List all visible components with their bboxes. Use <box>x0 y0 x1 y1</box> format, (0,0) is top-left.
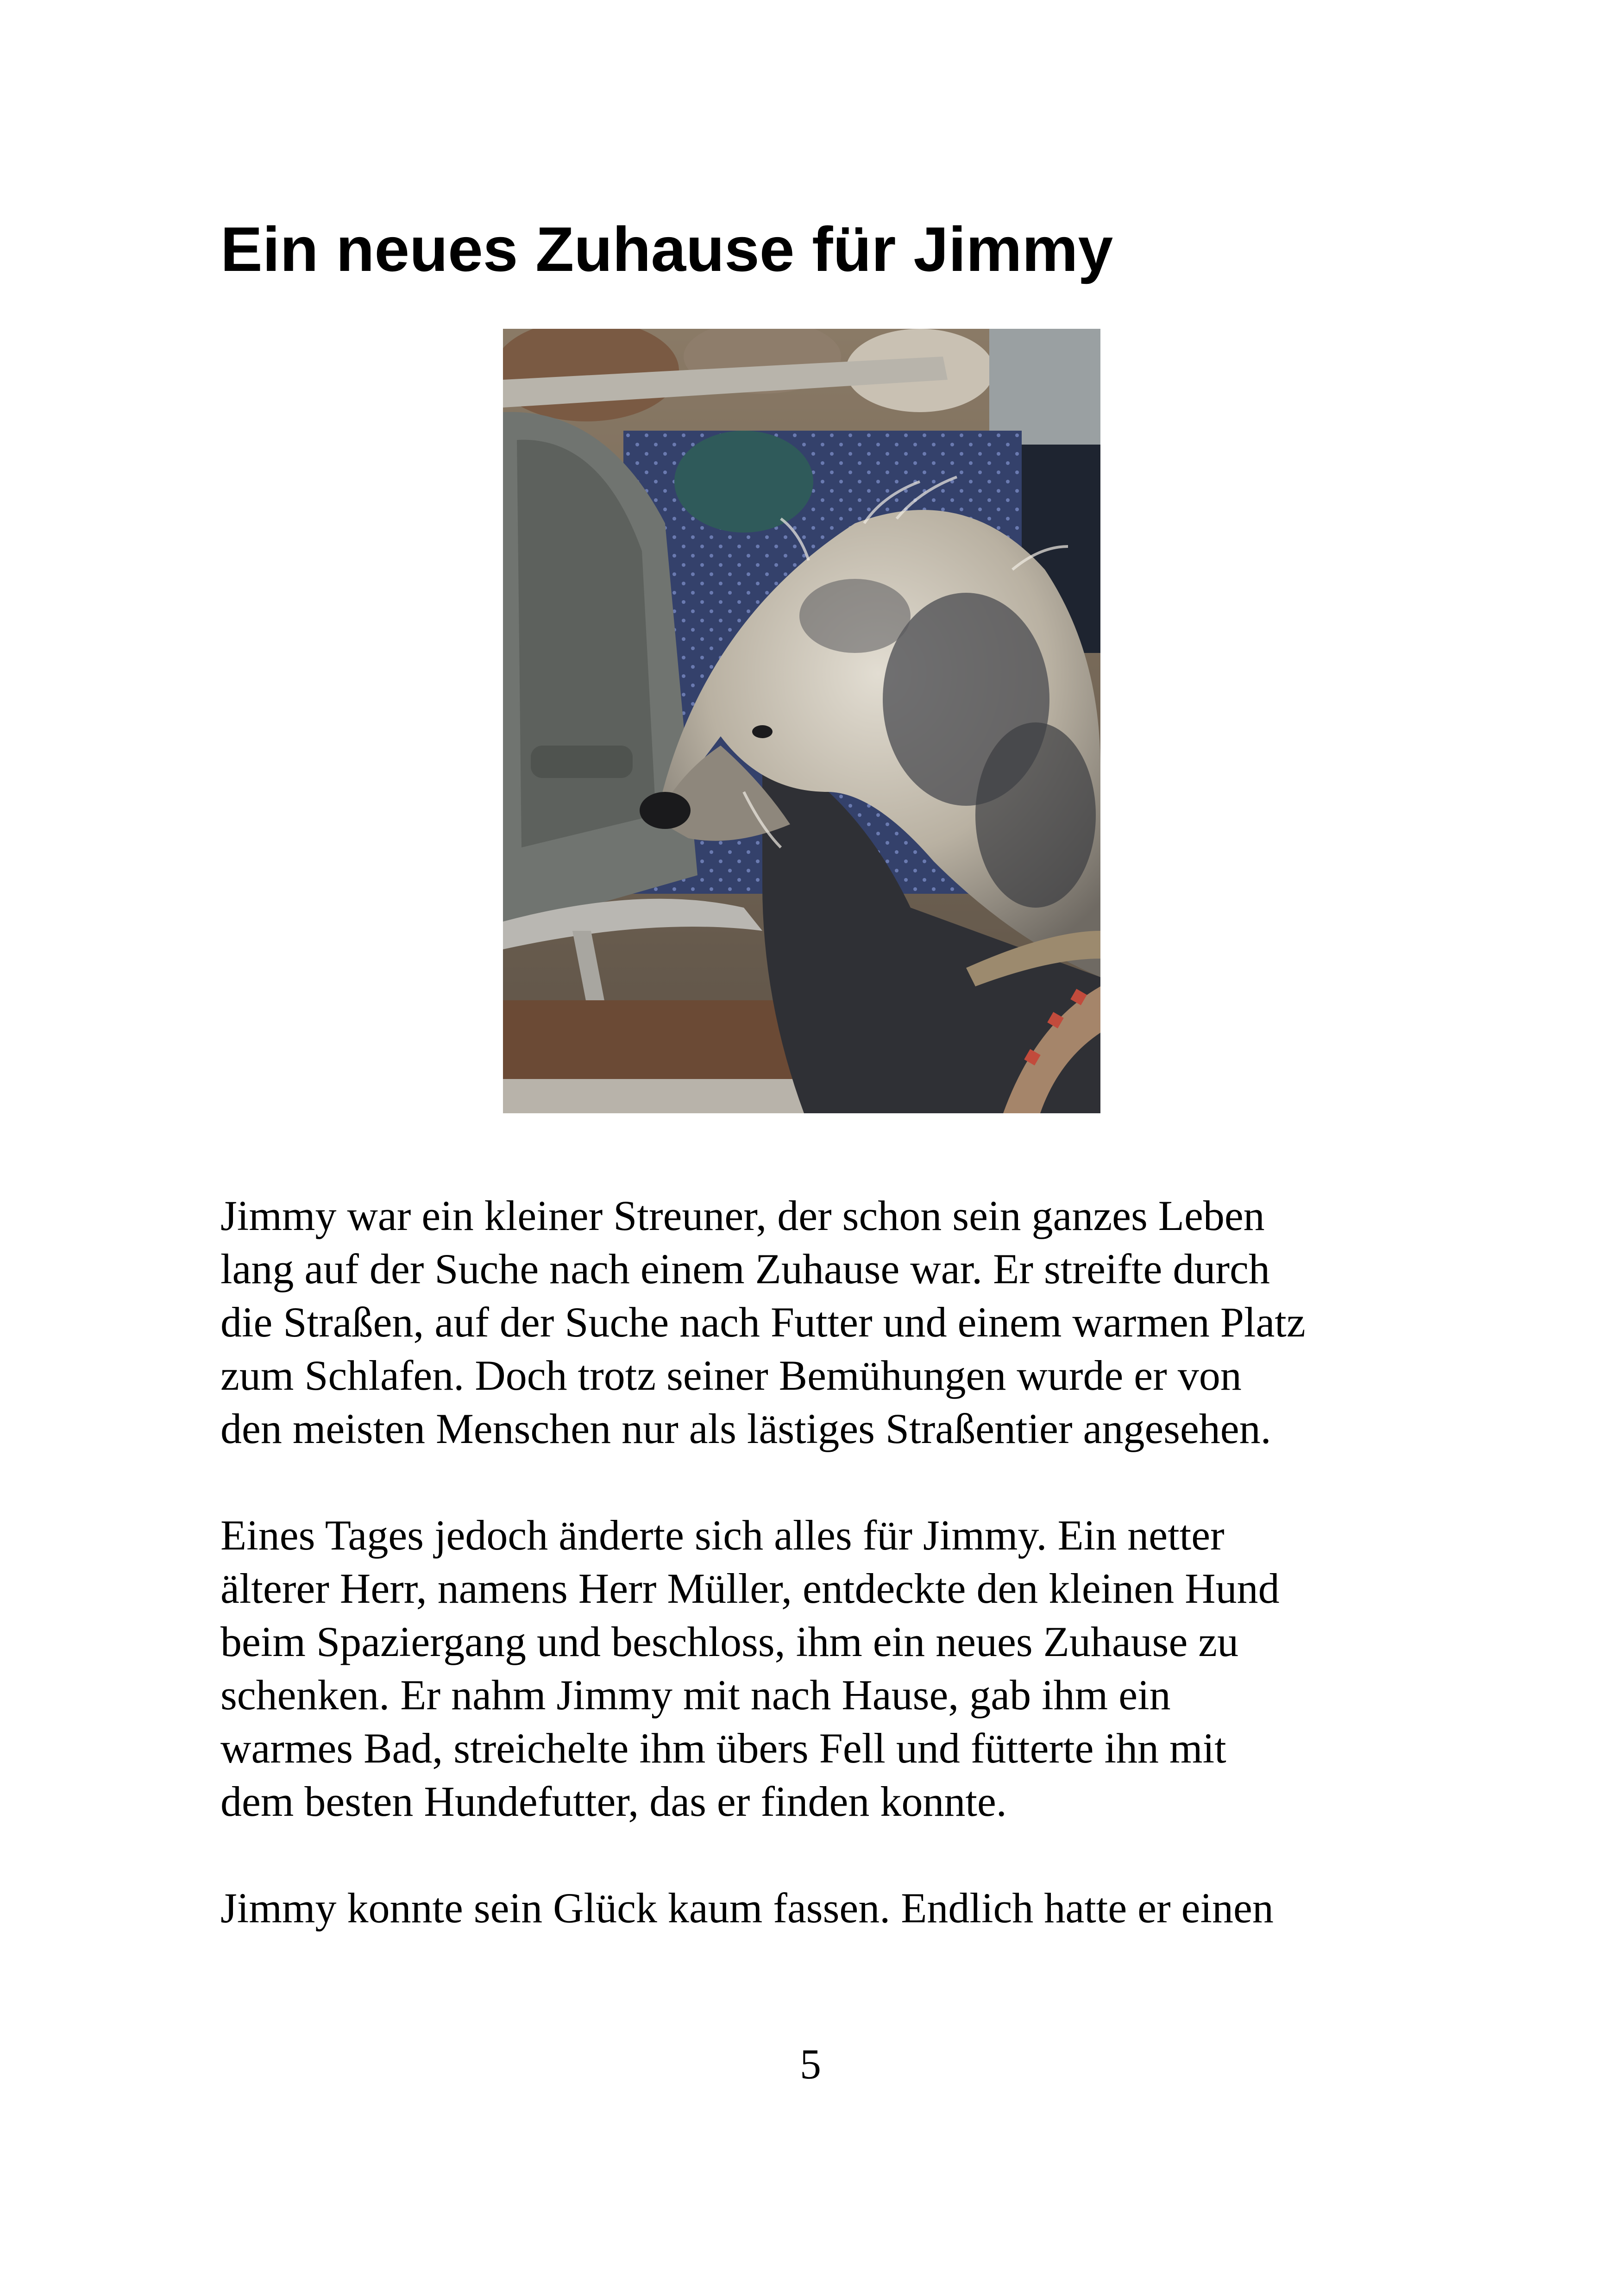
paragraph-3 <box>220 1882 1443 1935</box>
paragraph-1 <box>220 1189 1443 1455</box>
text-line: zum Schlafen. Doch trotz seiner Bemühungen wurde er von <box>220 1352 1242 1399</box>
text-line: den meisten Menschen nur als lästiges Straßentier angesehen. <box>220 1405 1271 1452</box>
text-line: Jimmy war ein kleiner Streuner, der schon sein ganzes Leben <box>220 1192 1265 1239</box>
page-number: 5 <box>800 2040 821 2088</box>
text-line: lang auf der Suche nach einem Zuhause war. Er streifte durch <box>220 1245 1270 1292</box>
page-title: Ein neues Zuhause für Jimmy <box>220 214 1113 284</box>
text-line: Jimmy konnte sein Glück kaum fassen. Endlich hatte er einen <box>220 1884 1274 1932</box>
text-line: Eines Tages jedoch änderte sich alles für Jimmy. Ein netter <box>220 1512 1225 1559</box>
text-line: dem besten Hundefutter, das er finden konnte. <box>220 1778 1007 1825</box>
text-line: die Straßen, auf der Suche nach Futter und einem warmen Platz <box>220 1299 1306 1346</box>
story-text <box>220 1189 1443 1988</box>
text-line: beim Spaziergang und beschloss, ihm ein neues Zuhause zu <box>220 1618 1239 1665</box>
text-line: warmes Bad, streichelte ihm übers Fell und fütterte ihn mit <box>220 1725 1226 1772</box>
dog-photo <box>503 329 1100 1113</box>
text-line: älterer Herr, namens Herr Müller, entdeckte den kleinen Hund <box>220 1565 1280 1612</box>
dog-photo-icon <box>503 329 1100 1113</box>
text-line: schenken. Er nahm Jimmy mit nach Hause, gab ihm ein <box>220 1671 1171 1719</box>
paragraph-2 <box>220 1509 1443 1828</box>
